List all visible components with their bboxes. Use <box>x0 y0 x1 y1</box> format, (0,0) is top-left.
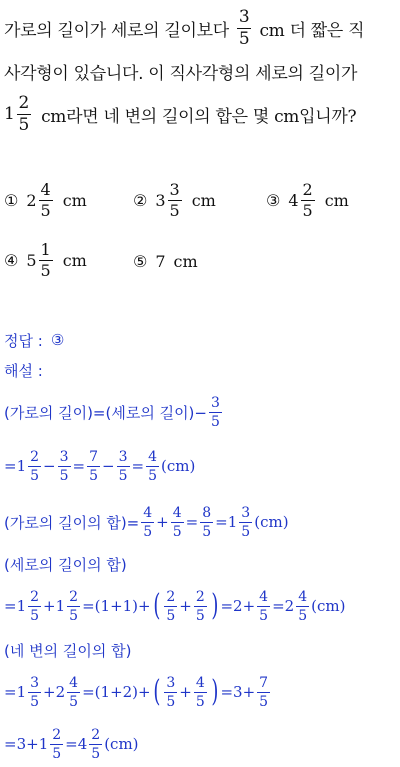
whole-number: 1 <box>38 735 49 753</box>
denominator: 5 <box>91 745 101 762</box>
solution-text: (가로의 길이의 합)= <box>4 513 140 532</box>
denominator: 5 <box>202 523 212 540</box>
fraction <box>301 182 315 219</box>
whole-number: 2 <box>55 683 66 701</box>
question-text: 사각형이 있습니다. 이 직사각형의 세로의 길이가 <box>4 63 358 84</box>
solution-step-2 <box>4 444 195 488</box>
option-5[interactable] <box>133 252 198 271</box>
whole-number: 5 <box>26 251 37 270</box>
option-1[interactable] <box>4 182 87 219</box>
numerator: 2 <box>30 448 40 465</box>
numerator: 4 <box>148 448 158 465</box>
option-2[interactable] <box>133 182 216 219</box>
fraction <box>296 590 309 623</box>
numerator: 3 <box>210 394 220 411</box>
operator: − <box>102 457 115 475</box>
explanation-label-text: 해설 : <box>4 361 43 380</box>
denominator: 5 <box>52 745 62 762</box>
fraction <box>171 506 184 539</box>
operator: = <box>4 457 17 475</box>
solution-text: (1+1)+ <box>94 597 151 615</box>
fraction <box>17 92 32 135</box>
whole-number: 7 <box>155 252 166 271</box>
denominator: 5 <box>89 467 99 484</box>
fraction <box>117 450 130 483</box>
whole-number: 1 <box>4 104 15 124</box>
solution-step-4 <box>4 552 127 576</box>
explanation-label <box>4 358 43 382</box>
question-text: cm 더 짧은 직 <box>259 20 365 41</box>
whole-number: 1 <box>55 597 66 615</box>
solution-text: (네 변의 길이의 합) <box>4 641 132 660</box>
solution-step-7 <box>4 670 272 714</box>
operator: = <box>131 457 145 475</box>
fraction <box>67 676 80 709</box>
fraction <box>39 242 53 279</box>
fraction <box>239 506 252 539</box>
numerator: 2 <box>195 588 205 605</box>
whole-number: 1 <box>227 513 238 531</box>
numerator: 4 <box>195 674 205 691</box>
solution-text: =3+ <box>4 735 39 753</box>
unit: cm <box>62 251 87 270</box>
operator: + <box>179 597 192 615</box>
denominator: 5 <box>172 523 182 540</box>
numerator: 3 <box>30 674 40 691</box>
denominator: 5 <box>195 693 205 710</box>
operator: = <box>82 597 95 615</box>
solution-step-6 <box>4 638 131 662</box>
fraction <box>164 590 177 623</box>
option-number: ③ <box>266 191 281 210</box>
left-paren: ( <box>152 588 160 623</box>
question-line-1 <box>4 4 364 52</box>
numerator: 2 <box>302 180 313 199</box>
numerator: 3 <box>238 6 250 27</box>
right-paren: ) <box>211 588 219 623</box>
unit: (cm) <box>311 597 346 615</box>
fraction <box>237 6 252 49</box>
option-number: ⑤ <box>133 252 148 271</box>
denominator: 5 <box>166 607 176 624</box>
solution-text: =2+ <box>220 597 256 615</box>
numerator: 4 <box>143 504 153 521</box>
fraction <box>67 590 80 623</box>
denominator: 5 <box>259 693 269 710</box>
numerator: 3 <box>59 448 69 465</box>
question-line-2 <box>4 58 357 84</box>
denominator: 5 <box>238 28 250 49</box>
fraction <box>146 450 159 483</box>
operator: = <box>215 513 228 531</box>
denominator: 5 <box>169 201 180 220</box>
numerator: 4 <box>172 504 182 521</box>
solution-text: =3+ <box>220 683 256 701</box>
numerator: 3 <box>241 504 251 521</box>
denominator: 5 <box>195 607 205 624</box>
fraction <box>28 450 41 483</box>
fraction <box>209 396 222 429</box>
question-text: cm라면 네 변의 길이의 합은 몇 cm입니까? <box>41 106 357 127</box>
solution-step-1 <box>4 390 224 434</box>
operator: − <box>43 457 56 475</box>
unit: cm <box>173 252 198 271</box>
unit: cm <box>62 191 87 210</box>
operator: = <box>4 597 17 615</box>
numerator: 2 <box>52 726 62 743</box>
denominator: 5 <box>18 114 30 135</box>
denominator: 5 <box>298 607 308 624</box>
denominator: 5 <box>59 467 69 484</box>
denominator: 5 <box>259 607 269 624</box>
fraction <box>257 676 270 709</box>
solution-step-3 <box>4 500 289 544</box>
right-paren: ) <box>211 674 219 709</box>
answer-label: 정답 : <box>4 331 43 350</box>
left-paren: ( <box>152 674 160 709</box>
numerator: 4 <box>69 674 79 691</box>
fraction <box>58 450 71 483</box>
unit: cm <box>191 191 216 210</box>
denominator: 5 <box>69 607 79 624</box>
numerator: 7 <box>89 448 99 465</box>
whole-number: 2 <box>284 597 295 615</box>
fraction <box>87 450 100 483</box>
option-4[interactable] <box>4 242 87 279</box>
numerator: 8 <box>202 504 212 521</box>
denominator: 5 <box>30 607 40 624</box>
numerator: 4 <box>259 588 269 605</box>
unit: (cm) <box>104 735 139 753</box>
fraction <box>194 590 207 623</box>
denominator: 5 <box>302 201 313 220</box>
numerator: 3 <box>118 448 128 465</box>
numerator: 2 <box>30 588 40 605</box>
solution-text: (1+2)+ <box>94 683 151 701</box>
denominator: 5 <box>210 413 220 430</box>
numerator: 2 <box>91 726 101 743</box>
question-line-3 <box>4 90 356 138</box>
option-number: ② <box>133 191 148 210</box>
option-number: ① <box>4 191 19 210</box>
denominator: 5 <box>166 693 176 710</box>
operator: + <box>179 683 192 701</box>
unit: cm <box>324 191 349 210</box>
unit: (cm) <box>254 513 289 531</box>
fraction <box>200 506 213 539</box>
fraction <box>194 676 207 709</box>
fraction <box>39 182 53 219</box>
answer-value: ③ <box>50 331 65 349</box>
denominator: 5 <box>40 261 51 280</box>
denominator: 5 <box>118 467 128 484</box>
numerator: 2 <box>69 588 79 605</box>
numerator: 2 <box>18 92 30 113</box>
solution-step-8 <box>4 722 139 766</box>
operator: = <box>72 457 86 475</box>
whole-number: 4 <box>288 191 299 210</box>
whole-number: 1 <box>16 597 27 615</box>
operator: = <box>272 597 285 615</box>
operator: = <box>185 513 199 531</box>
fraction <box>257 590 270 623</box>
fraction <box>50 728 63 761</box>
denominator: 5 <box>30 467 40 484</box>
option-number: ④ <box>4 251 19 270</box>
option-3[interactable] <box>266 182 349 219</box>
operator: = <box>65 735 78 753</box>
answer-line <box>4 328 64 352</box>
operator: = <box>82 683 95 701</box>
numerator: 4 <box>298 588 308 605</box>
denominator: 5 <box>30 693 40 710</box>
denominator: 5 <box>40 201 51 220</box>
whole-number: 1 <box>16 457 27 475</box>
question-text: 가로의 길이가 세로의 길이보다 <box>4 20 229 41</box>
numerator: 3 <box>169 180 180 199</box>
fraction <box>141 506 154 539</box>
operator: = <box>4 683 17 701</box>
numerator: 1 <box>40 240 51 259</box>
solution-text: (세로의 길이의 합) <box>4 555 127 574</box>
solution-text: (가로의 길이)=(세로의 길이)− <box>4 403 207 422</box>
whole-number: 2 <box>26 191 37 210</box>
numerator: 2 <box>166 588 176 605</box>
whole-number: 3 <box>155 191 166 210</box>
operator: + <box>156 513 169 531</box>
numerator: 3 <box>166 674 176 691</box>
numerator: 4 <box>40 180 51 199</box>
denominator: 5 <box>143 523 153 540</box>
fraction <box>164 676 177 709</box>
fraction <box>28 676 41 709</box>
solution-step-5 <box>4 584 345 628</box>
fraction <box>89 728 102 761</box>
denominator: 5 <box>148 467 158 484</box>
whole-number: 1 <box>16 683 27 701</box>
fraction <box>168 182 182 219</box>
unit: (cm) <box>161 457 196 475</box>
operator: + <box>43 683 56 701</box>
fraction <box>28 590 41 623</box>
denominator: 5 <box>241 523 251 540</box>
whole-number: 4 <box>77 735 88 753</box>
numerator: 7 <box>259 674 269 691</box>
denominator: 5 <box>69 693 79 710</box>
operator: + <box>43 597 56 615</box>
